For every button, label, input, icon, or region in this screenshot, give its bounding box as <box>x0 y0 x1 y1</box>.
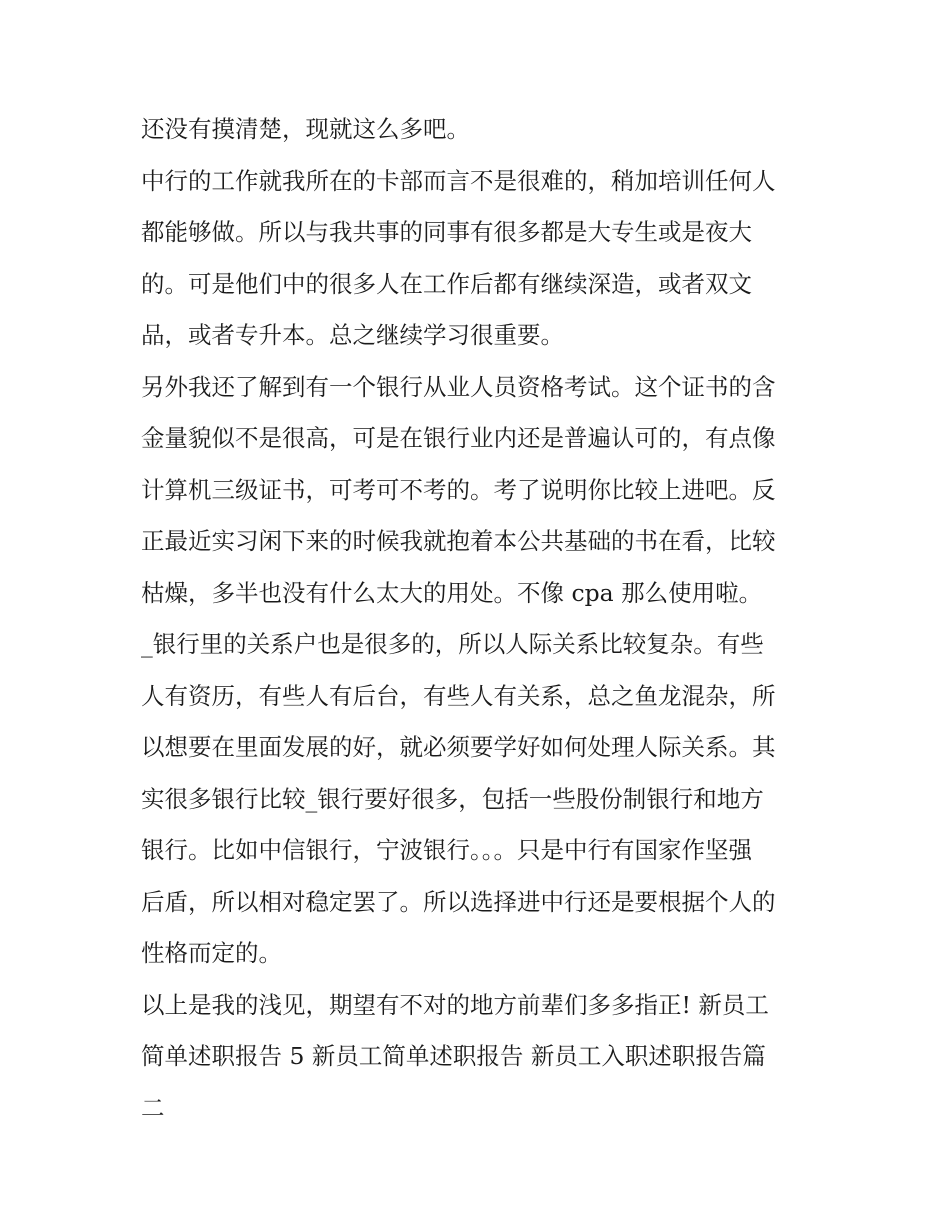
text-line: 银行。比如中信银行，宁波银行。。。只是中行有国家作坚强 <box>141 836 752 864</box>
text-line: 枯燥，多半也没有什么太大的用处。不像 cpa 那么使用啦。 <box>141 578 763 607</box>
text-line: 的。可是他们中的很多人在工作后都有继续深造，或者双文 <box>141 269 752 298</box>
text-line: 还没有摸清楚，现就这么多吧。 <box>141 115 470 143</box>
text-line: _银行里的关系户也是很多的，所以人际关系比较复杂。有些 <box>141 630 764 658</box>
text-line: 人有资历，有些人有后台，有些人有关系，总之鱼龙混杂，所 <box>141 681 776 710</box>
text-line: 都能够做。所以与我共事的同事有很多都是大专生或是夜大 <box>141 218 752 246</box>
text-line: 简单述职报告 5 新员工简单述职报告 新员工入职述职报告篇 <box>141 1042 766 1070</box>
text-line: 以上是我的浅见，期望有不对的地方前辈们多多指正! 新员工 <box>141 990 769 1019</box>
text-line: 中行的工作就我所在的卡部而言不是很难的，稍加培训任何人 <box>141 166 776 195</box>
text-line: 品，或者专升本。总之继续学习很重要。 <box>141 321 564 349</box>
text-line: 性格而定的。 <box>141 939 282 967</box>
text-line: 计算机三级证书，可考可不考的。考了说明你比较上进吧。反 <box>141 475 776 504</box>
text-line: 金量貌似不是很高，可是在银行业内还是普遍认可的，有点像 <box>141 424 776 452</box>
text-line: 二 <box>141 1093 165 1122</box>
text-line: 以想要在里面发展的好，就必须要学好如何处理人际关系。其 <box>141 733 776 761</box>
text-line: 实很多银行比较_银行要好很多，包括一些股份制银行和地方 <box>141 784 764 813</box>
text-line: 正最近实习闲下来的时候我就抱着本公共基础的书在看，比较 <box>141 527 776 555</box>
document-body <box>141 108 821 1138</box>
text-line: 另外我还了解到有一个银行从业人员资格考试。这个证书的含 <box>141 372 776 401</box>
text-line: 后盾，所以相对稳定罢了。所以选择进中行还是要根据个人的 <box>141 887 776 916</box>
